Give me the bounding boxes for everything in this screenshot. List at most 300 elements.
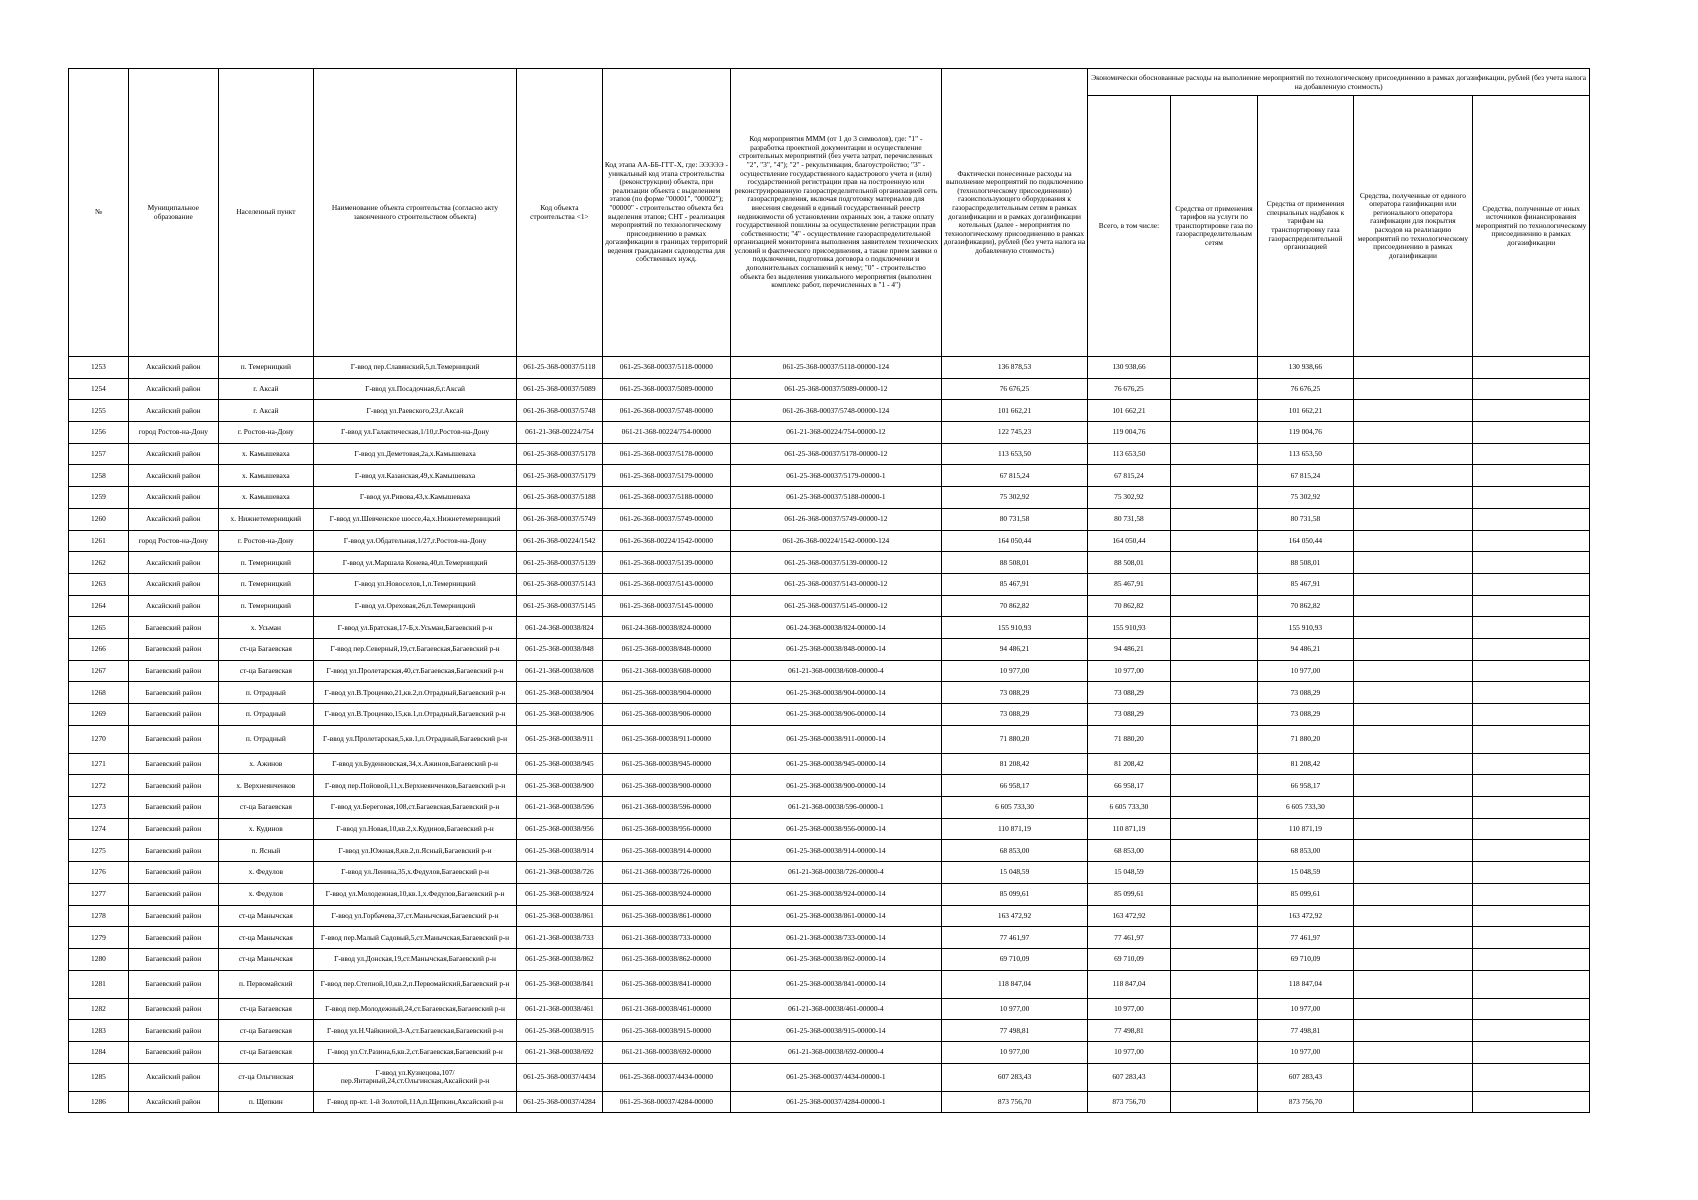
cell-other-funds	[1473, 775, 1590, 797]
cell-settlement: ст-ца Манычская	[218, 905, 313, 927]
cell-tariff-funds	[1170, 998, 1258, 1020]
cell-total: 66 958,17	[1088, 775, 1170, 797]
cell-other-funds	[1473, 1041, 1590, 1063]
cell-event-code: 061-25-368-00038/914-00000-14	[731, 840, 942, 862]
cell-operator-funds	[1353, 443, 1473, 465]
cell-event-code: 061-25-368-00037/5139-00000-12	[731, 552, 942, 574]
cell-object-code: 061-25-368-00037/5118	[517, 357, 603, 379]
cell-total: 119 004,76	[1088, 422, 1170, 444]
table-row	[69, 948, 1590, 970]
header-stage-code: Код этапа АА-ББ-ГГГ-Х, где: ЭЭЭЭЭ - уникальный код этапа строительства (реконструкции) объекта, при реализации объекта с выделением этапов (по форме "00001", "00002"); "00000" - строительство объекта без выделения этапов; СНТ - реализация мероприятий по технологическому присоединению в рамках догазификации в границах территорий ведения гражданами садоводства для собственных нужд.	[602, 69, 730, 357]
cell-object-code: 061-21-368-00038/692	[517, 1041, 603, 1063]
cell-other-funds	[1473, 818, 1590, 840]
cell-settlement: ст-ца Манычская	[218, 948, 313, 970]
costs-table	[68, 68, 1590, 1113]
cell-event-code: 061-25-368-00037/4434-00000-1	[731, 1063, 942, 1091]
cell-object-code: 061-21-368-00038/596	[517, 797, 603, 819]
cell-stage-code: 061-25-368-00038/904-00000	[602, 682, 730, 704]
cell-tariff-funds	[1170, 1020, 1258, 1042]
cell-settlement: г. Аксай	[218, 378, 313, 400]
cell-municipality: Багаевский район	[128, 797, 218, 819]
cell-object-code: 061-25-368-00038/848	[517, 638, 603, 660]
cell-total: 71 880,20	[1088, 725, 1170, 753]
table-row	[69, 487, 1590, 509]
cell-num: 1261	[69, 530, 129, 552]
cell-total: 155 910,93	[1088, 617, 1170, 639]
cell-operator-funds	[1353, 998, 1473, 1020]
cell-surcharge-funds: 873 756,70	[1258, 1091, 1353, 1113]
cell-num: 1267	[69, 660, 129, 682]
cell-municipality: Аксайский район	[128, 357, 218, 379]
table-row	[69, 1091, 1590, 1113]
table-row	[69, 753, 1590, 775]
cell-other-funds	[1473, 883, 1590, 905]
cell-object-code: 061-24-368-00038/824	[517, 617, 603, 639]
cell-num: 1278	[69, 905, 129, 927]
table-row	[69, 797, 1590, 819]
cell-event-code: 061-21-368-00038/608-00000-4	[731, 660, 942, 682]
table-row	[69, 552, 1590, 574]
cell-actual-costs: 66 958,17	[941, 775, 1088, 797]
cell-actual-costs: 75 302,92	[941, 487, 1088, 509]
cell-object-name: Г-ввод ул.Ореховая,26,п.Темерницкий	[313, 595, 516, 617]
cell-event-code: 061-25-368-00037/5089-00000-12	[731, 378, 942, 400]
table-row	[69, 422, 1590, 444]
cell-object-name: Г-ввод пр-кт. 1-й Золотой,11А,п.Щепкин,Аксайский р-н	[313, 1091, 516, 1113]
cell-tariff-funds	[1170, 357, 1258, 379]
header-other-funds: Средства, полученные от иных источников финансирования мероприятий по технологическому присоединению в рамках догазификации	[1473, 96, 1590, 357]
cell-settlement: х. Федулов	[218, 883, 313, 905]
cell-operator-funds	[1353, 595, 1473, 617]
cell-tariff-funds	[1170, 400, 1258, 422]
table-row	[69, 378, 1590, 400]
cell-surcharge-funds: 10 977,00	[1258, 998, 1353, 1020]
cell-surcharge-funds: 119 004,76	[1258, 422, 1353, 444]
cell-stage-code: 061-25-368-00037/5118-00000	[602, 357, 730, 379]
cell-object-code: 061-26-368-00037/5749	[517, 508, 603, 530]
cell-surcharge-funds: 164 050,44	[1258, 530, 1353, 552]
cell-surcharge-funds: 73 088,29	[1258, 682, 1353, 704]
cell-settlement: ст-ца Багаевская	[218, 660, 313, 682]
cell-num: 1272	[69, 775, 129, 797]
cell-object-code: 061-25-368-00037/5179	[517, 465, 603, 487]
table-row	[69, 775, 1590, 797]
cell-total: 77 498,81	[1088, 1020, 1170, 1042]
cell-actual-costs: 73 088,29	[941, 682, 1088, 704]
cell-total: 10 977,00	[1088, 998, 1170, 1020]
cell-tariff-funds	[1170, 595, 1258, 617]
cell-object-name: Г-ввод ул.Горбачева,37,ст.Манычская,Багаевский р-н	[313, 905, 516, 927]
cell-municipality: Багаевский район	[128, 948, 218, 970]
cell-actual-costs: 118 847,04	[941, 970, 1088, 998]
cell-event-code: 061-25-368-00038/861-00000-14	[731, 905, 942, 927]
cell-event-code: 061-21-368-00038/733-00000-14	[731, 927, 942, 949]
cell-stage-code: 061-25-368-00037/5145-00000	[602, 595, 730, 617]
cell-operator-funds	[1353, 840, 1473, 862]
cell-object-code: 061-25-368-00037/5145	[517, 595, 603, 617]
cell-stage-code: 061-25-368-00037/4284-00000	[602, 1091, 730, 1113]
cell-municipality: Багаевский район	[128, 617, 218, 639]
cell-object-name: Г-ввод ул.Береговая,108,ст.Багаевская,Багаевский р-н	[313, 797, 516, 819]
cell-event-code: 061-25-368-00038/915-00000-14	[731, 1020, 942, 1042]
cell-municipality: Аксайский район	[128, 595, 218, 617]
header-total: Всего, в том числе:	[1088, 96, 1170, 357]
cell-object-code: 061-25-368-00038/924	[517, 883, 603, 905]
cell-object-code: 061-25-368-00038/906	[517, 704, 603, 726]
cell-operator-funds	[1353, 682, 1473, 704]
cell-municipality: Аксайский район	[128, 1063, 218, 1091]
cell-other-funds	[1473, 948, 1590, 970]
cell-operator-funds	[1353, 465, 1473, 487]
cell-settlement: п. Отрадный	[218, 704, 313, 726]
cell-object-name: Г-ввод пер.Молодежный,24,ст.Багаевская,Багаевский р-н	[313, 998, 516, 1020]
cell-object-code: 061-25-368-00038/914	[517, 840, 603, 862]
cell-tariff-funds	[1170, 862, 1258, 884]
cell-object-name: Г-ввод пер.Северный,19,ст.Багаевская,Багаевский р-н	[313, 638, 516, 660]
cell-object-name: Г-ввод ул.Ривова,43,х.Камышеваха	[313, 487, 516, 509]
cell-total: 67 815,24	[1088, 465, 1170, 487]
cell-actual-costs: 113 653,50	[941, 443, 1088, 465]
cell-object-code: 061-21-368-00038/726	[517, 862, 603, 884]
cell-actual-costs: 94 486,21	[941, 638, 1088, 660]
cell-other-funds	[1473, 704, 1590, 726]
cell-municipality: Аксайский район	[128, 573, 218, 595]
cell-stage-code: 061-21-368-00038/726-00000	[602, 862, 730, 884]
cell-num: 1277	[69, 883, 129, 905]
cell-surcharge-funds: 77 461,97	[1258, 927, 1353, 949]
cell-other-funds	[1473, 927, 1590, 949]
cell-stage-code: 061-25-368-00038/945-00000	[602, 753, 730, 775]
cell-total: 94 486,21	[1088, 638, 1170, 660]
table-row	[69, 595, 1590, 617]
cell-total: 163 472,92	[1088, 905, 1170, 927]
header-event-code: Код мероприятия МММ (от 1 до 3 символов), где: "1" - разработка проектной документации и осуществление строительных мероприятий (без учета затрат, перечисленных "2", "3", "4"); "2" - рекультивация, благоустройство; "3" - осуществление государственного кадастрового учета и (или) государственной регистрации прав на построенную или реконструированную газораспределительной организацией сеть газораспределения, включая подготовку материалов для внесения сведений в единый государственный реестр недвижимости об установлении охранных зон, а также оплату государственной пошлины за осуществление регистрации прав собственности; "4" - осуществление газораспределительной организацией мониторинга выполнения заявителем технических условий и фактического присоединения, а также прием заявки о подключении, подготовка договора о подключении и дополнительных соглашений к нему; "0" - строительство объекта без выделения уникального мероприятия (выполнен комплекс работ, перечисленных в "1 - 4")	[731, 69, 942, 357]
cell-stage-code: 061-21-368-00038/608-00000	[602, 660, 730, 682]
header-num: №	[69, 69, 129, 357]
table-row	[69, 660, 1590, 682]
cell-event-code: 061-25-368-00038/924-00000-14	[731, 883, 942, 905]
cell-object-name: Г-ввод ул.Деметовая,2а,х.Камышеваха	[313, 443, 516, 465]
cell-object-name: Г-ввод ул.Молодежная,10,кв.1,х.Федулов,Багаевский р-н	[313, 883, 516, 905]
cell-settlement: ст-ца Багаевская	[218, 1041, 313, 1063]
cell-operator-funds	[1353, 660, 1473, 682]
cell-total: 73 088,29	[1088, 682, 1170, 704]
cell-num: 1256	[69, 422, 129, 444]
cell-operator-funds	[1353, 948, 1473, 970]
cell-operator-funds	[1353, 725, 1473, 753]
cell-tariff-funds	[1170, 1063, 1258, 1091]
table-row	[69, 400, 1590, 422]
cell-other-funds	[1473, 1091, 1590, 1113]
cell-surcharge-funds: 68 853,00	[1258, 840, 1353, 862]
cell-tariff-funds	[1170, 573, 1258, 595]
cell-object-name: Г-ввод ул.В.Троценко,15,кв.1,п.Отрадный,Багаевский р-н	[313, 704, 516, 726]
cell-tariff-funds	[1170, 422, 1258, 444]
cell-total: 70 862,82	[1088, 595, 1170, 617]
cell-object-name: Г-ввод ул.В.Троценко,21,кв.2,п.Отрадный,Багаевский р-н	[313, 682, 516, 704]
cell-tariff-funds	[1170, 638, 1258, 660]
cell-other-funds	[1473, 378, 1590, 400]
cell-object-name: Г-ввод ул.Ленина,35,х.Федулов,Багаевский р-н	[313, 862, 516, 884]
cell-object-name: Г-ввод ул.Обдательная,1/27,г.Ростов-на-Дону	[313, 530, 516, 552]
cell-stage-code: 061-26-368-00224/1542-00000	[602, 530, 730, 552]
cell-settlement: п. Темерницкий	[218, 552, 313, 574]
cell-event-code: 061-24-368-00038/824-00000-14	[731, 617, 942, 639]
cell-event-code: 061-25-368-00037/5143-00000-12	[731, 573, 942, 595]
cell-surcharge-funds: 73 088,29	[1258, 704, 1353, 726]
cell-object-name: Г-ввод ул.Ст.Разина,6,кв.2,ст.Багаевская,Багаевский р-н	[313, 1041, 516, 1063]
table-row	[69, 573, 1590, 595]
cell-total: 85 099,61	[1088, 883, 1170, 905]
cell-object-code: 061-21-368-00038/733	[517, 927, 603, 949]
cell-settlement: х. Верхнеянченков	[218, 775, 313, 797]
cell-tariff-funds	[1170, 840, 1258, 862]
cell-stage-code: 061-25-368-00038/914-00000	[602, 840, 730, 862]
cell-num: 1274	[69, 818, 129, 840]
cell-other-funds	[1473, 753, 1590, 775]
cell-stage-code: 061-21-368-00224/754-00000	[602, 422, 730, 444]
cell-total: 85 467,91	[1088, 573, 1170, 595]
cell-stage-code: 061-21-368-00038/596-00000	[602, 797, 730, 819]
cell-actual-costs: 81 208,42	[941, 753, 1088, 775]
cell-event-code: 061-25-368-00037/5178-00000-12	[731, 443, 942, 465]
cell-operator-funds	[1353, 573, 1473, 595]
cell-num: 1271	[69, 753, 129, 775]
cell-object-name: Г-ввод ул.Южная,8,кв.2,п.Ясный,Багаевский р-н	[313, 840, 516, 862]
cell-surcharge-funds: 155 910,93	[1258, 617, 1353, 639]
cell-num: 1255	[69, 400, 129, 422]
cell-other-funds	[1473, 970, 1590, 998]
cell-object-code: 061-26-368-00037/5748	[517, 400, 603, 422]
cell-num: 1285	[69, 1063, 129, 1091]
cell-municipality: Багаевский район	[128, 998, 218, 1020]
cell-operator-funds	[1353, 883, 1473, 905]
cell-stage-code: 061-25-368-00038/924-00000	[602, 883, 730, 905]
cell-actual-costs: 10 977,00	[941, 998, 1088, 1020]
cell-municipality: Багаевский район	[128, 1020, 218, 1042]
cell-settlement: х. Усьман	[218, 617, 313, 639]
cell-actual-costs: 71 880,20	[941, 725, 1088, 753]
cell-other-funds	[1473, 617, 1590, 639]
cell-municipality: Багаевский район	[128, 682, 218, 704]
cell-tariff-funds	[1170, 775, 1258, 797]
cell-object-name: Г-ввод ул.Маршала Конева,40,п.Темерницкий	[313, 552, 516, 574]
cell-settlement: ст-ца Ольгинская	[218, 1063, 313, 1091]
cell-object-code: 061-25-368-00038/900	[517, 775, 603, 797]
cell-tariff-funds	[1170, 660, 1258, 682]
cell-total: 164 050,44	[1088, 530, 1170, 552]
cell-num: 1260	[69, 508, 129, 530]
cell-num: 1263	[69, 573, 129, 595]
cell-num: 1282	[69, 998, 129, 1020]
cell-stage-code: 061-25-368-00037/5179-00000	[602, 465, 730, 487]
cell-stage-code: 061-25-368-00037/5143-00000	[602, 573, 730, 595]
cell-other-funds	[1473, 573, 1590, 595]
cell-municipality: Багаевский район	[128, 840, 218, 862]
cell-other-funds	[1473, 400, 1590, 422]
cell-event-code: 061-21-368-00038/596-00000-1	[731, 797, 942, 819]
cell-stage-code: 061-21-368-00038/733-00000	[602, 927, 730, 949]
cell-object-name: Г-ввод ул.Посадочная,6,г.Аксай	[313, 378, 516, 400]
cell-settlement: х. Камышеваха	[218, 465, 313, 487]
cell-surcharge-funds: 81 208,42	[1258, 753, 1353, 775]
cell-surcharge-funds: 118 847,04	[1258, 970, 1353, 998]
cell-object-code: 061-25-368-00037/5178	[517, 443, 603, 465]
cell-settlement: п. Темерницкий	[218, 595, 313, 617]
cell-num: 1259	[69, 487, 129, 509]
cell-other-funds	[1473, 862, 1590, 884]
cell-object-name: Г-ввод пер.Пойовой,11,х.Верхнеянченков,Багаевский р-н	[313, 775, 516, 797]
table-row	[69, 927, 1590, 949]
cell-surcharge-funds: 80 731,58	[1258, 508, 1353, 530]
cell-object-code: 061-26-368-00224/1542	[517, 530, 603, 552]
cell-tariff-funds	[1170, 443, 1258, 465]
cell-total: 76 676,25	[1088, 378, 1170, 400]
cell-object-name: Г-ввод ул.Галактическая,1/10,г.Ростов-на-Дону	[313, 422, 516, 444]
cell-num: 1273	[69, 797, 129, 819]
cell-actual-costs: 122 745,23	[941, 422, 1088, 444]
cell-operator-funds	[1353, 508, 1473, 530]
cell-event-code: 061-25-368-00038/945-00000-14	[731, 753, 942, 775]
cell-object-code: 061-25-368-00037/5089	[517, 378, 603, 400]
cell-total: 88 508,01	[1088, 552, 1170, 574]
cell-num: 1280	[69, 948, 129, 970]
cell-operator-funds	[1353, 400, 1473, 422]
cell-stage-code: 061-25-368-00037/4434-00000	[602, 1063, 730, 1091]
cell-settlement: ст-ца Багаевская	[218, 998, 313, 1020]
table-row	[69, 862, 1590, 884]
cell-municipality: город Ростов-на-Дону	[128, 530, 218, 552]
cell-settlement: х. Кудинов	[218, 818, 313, 840]
cell-num: 1262	[69, 552, 129, 574]
cell-surcharge-funds: 76 676,25	[1258, 378, 1353, 400]
table-row	[69, 818, 1590, 840]
cell-actual-costs: 77 498,81	[941, 1020, 1088, 1042]
table-row	[69, 840, 1590, 862]
cell-other-funds	[1473, 487, 1590, 509]
cell-event-code: 061-25-368-00038/862-00000-14	[731, 948, 942, 970]
cell-stage-code: 061-25-368-00038/861-00000	[602, 905, 730, 927]
cell-stage-code: 061-25-368-00038/841-00000	[602, 970, 730, 998]
header-municipality: Муниципальное образование	[128, 69, 218, 357]
cell-operator-funds	[1353, 927, 1473, 949]
cell-total: 73 088,29	[1088, 704, 1170, 726]
cell-object-code: 061-25-368-00037/4284	[517, 1091, 603, 1113]
cell-actual-costs: 77 461,97	[941, 927, 1088, 949]
cell-tariff-funds	[1170, 682, 1258, 704]
cell-municipality: Багаевский район	[128, 704, 218, 726]
cell-stage-code: 061-25-368-00037/5089-00000	[602, 378, 730, 400]
cell-surcharge-funds: 163 472,92	[1258, 905, 1353, 927]
header-surcharge-funds: Средства от применения специальных надбавок к тарифам на транспортировку газа газораспределительной организацией	[1258, 96, 1353, 357]
cell-num: 1279	[69, 927, 129, 949]
cell-num: 1284	[69, 1041, 129, 1063]
cell-other-funds	[1473, 443, 1590, 465]
header-settlement: Населенный пункт	[218, 69, 313, 357]
cell-municipality: Багаевский район	[128, 753, 218, 775]
cell-actual-costs: 69 710,09	[941, 948, 1088, 970]
cell-operator-funds	[1353, 862, 1473, 884]
cell-municipality: Багаевский район	[128, 775, 218, 797]
header-operator-funds: Средства, полученные от единого оператора газификации или регионального оператора газификации для покрытия расходов на реализацию мероприятий по технологическому присоединению в рамках догазификации	[1353, 96, 1473, 357]
cell-object-code: 061-25-368-00037/5139	[517, 552, 603, 574]
cell-other-funds	[1473, 595, 1590, 617]
table-row	[69, 1020, 1590, 1042]
cell-stage-code: 061-25-368-00038/862-00000	[602, 948, 730, 970]
cell-actual-costs: 80 731,58	[941, 508, 1088, 530]
cell-municipality: Багаевский район	[128, 883, 218, 905]
cell-total: 6 605 733,30	[1088, 797, 1170, 819]
cell-tariff-funds	[1170, 725, 1258, 753]
cell-object-code: 061-25-368-00038/841	[517, 970, 603, 998]
cell-other-funds	[1473, 638, 1590, 660]
table-row	[69, 682, 1590, 704]
cell-operator-funds	[1353, 357, 1473, 379]
cell-operator-funds	[1353, 753, 1473, 775]
cell-stage-code: 061-25-368-00038/906-00000	[602, 704, 730, 726]
cell-object-code: 061-25-368-00038/945	[517, 753, 603, 775]
cell-event-code: 061-25-368-00037/4284-00000-1	[731, 1091, 942, 1113]
cell-actual-costs: 76 676,25	[941, 378, 1088, 400]
cell-event-code: 061-25-368-00038/848-00000-14	[731, 638, 942, 660]
cell-municipality: Аксайский район	[128, 443, 218, 465]
cell-settlement: х. Камышеваха	[218, 487, 313, 509]
cell-surcharge-funds: 85 467,91	[1258, 573, 1353, 595]
table-row	[69, 998, 1590, 1020]
header-object-code: Код объекта строительства <1>	[517, 69, 603, 357]
cell-event-code: 061-25-368-00038/900-00000-14	[731, 775, 942, 797]
cell-object-name: Г-ввод ул.Шевченское шоссе,4а,х.Нижнетемерницкий	[313, 508, 516, 530]
cell-other-funds	[1473, 465, 1590, 487]
cell-stage-code: 061-21-368-00038/692-00000	[602, 1041, 730, 1063]
cell-other-funds	[1473, 905, 1590, 927]
table-header	[69, 69, 1590, 357]
cell-operator-funds	[1353, 487, 1473, 509]
cell-other-funds	[1473, 797, 1590, 819]
cell-num: 1257	[69, 443, 129, 465]
cell-object-code: 061-21-368-00038/461	[517, 998, 603, 1020]
cell-surcharge-funds: 607 283,43	[1258, 1063, 1353, 1091]
cell-settlement: п. Ясный	[218, 840, 313, 862]
cell-num: 1268	[69, 682, 129, 704]
cell-actual-costs: 73 088,29	[941, 704, 1088, 726]
cell-tariff-funds	[1170, 530, 1258, 552]
cell-surcharge-funds: 94 486,21	[1258, 638, 1353, 660]
cell-total: 81 208,42	[1088, 753, 1170, 775]
report-sheet	[68, 68, 1590, 1113]
cell-num: 1270	[69, 725, 129, 753]
cell-object-name: Г-ввод пер.Степной,10,кв.2,п.Первомайский,Багаевский р-н	[313, 970, 516, 998]
cell-object-name: Г-ввод пер.Славянский,5,п.Темерницкий	[313, 357, 516, 379]
cell-tariff-funds	[1170, 487, 1258, 509]
cell-stage-code: 061-25-368-00038/848-00000	[602, 638, 730, 660]
cell-settlement: п. Первомайский	[218, 970, 313, 998]
header-economic-costs-group: Экономически обоснованные расходы на выполнение мероприятий по технологическому присоединению в рамках догазификации, рублей (без учета налога на добавленную стоимость)	[1088, 69, 1590, 96]
cell-municipality: Аксайский район	[128, 400, 218, 422]
cell-actual-costs: 873 756,70	[941, 1091, 1088, 1113]
cell-municipality: Багаевский район	[128, 818, 218, 840]
cell-stage-code: 061-25-368-00037/5139-00000	[602, 552, 730, 574]
cell-settlement: г. Ростов-на-Дону	[218, 422, 313, 444]
table-row	[69, 883, 1590, 905]
cell-settlement: х. Нижнетемерницкий	[218, 508, 313, 530]
cell-surcharge-funds: 71 880,20	[1258, 725, 1353, 753]
cell-total: 873 756,70	[1088, 1091, 1170, 1113]
cell-surcharge-funds: 101 662,21	[1258, 400, 1353, 422]
cell-object-name: Г-ввод ул.Казанская,49,х.Камышеваха	[313, 465, 516, 487]
cell-event-code: 061-26-368-00037/5748-00000-124	[731, 400, 942, 422]
cell-actual-costs: 10 977,00	[941, 1041, 1088, 1063]
